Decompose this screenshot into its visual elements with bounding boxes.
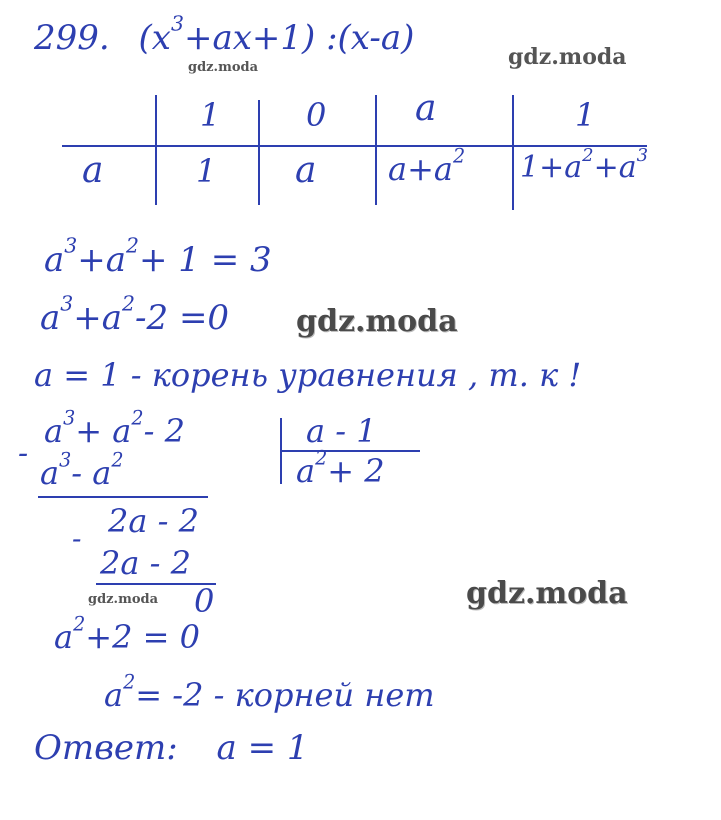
horner-bottom-cell: a xyxy=(295,150,317,191)
horner-bottom-cell: $1+a^2+a^3$ xyxy=(520,144,649,185)
watermark: gdz.moda xyxy=(296,304,458,339)
table-divider-vertical xyxy=(375,95,377,205)
watermark: gdz.moda xyxy=(88,592,159,607)
equation-line: $a^2= -2$ - корней нет xyxy=(104,670,435,714)
horner-bottom-cell: $a+a^2$ xyxy=(388,144,466,188)
table-divider-vertical xyxy=(258,100,260,205)
equation-line: $a^2+2 = 0$ xyxy=(54,612,200,656)
answer-line xyxy=(34,728,309,768)
watermark: gdz.moda xyxy=(188,60,259,75)
problem-expression: $(x^3+ax+1)$ :(x-a) xyxy=(138,11,415,58)
zero-result: 0 xyxy=(194,582,215,620)
horner-top-cell: 1 xyxy=(200,96,221,134)
subtrahend: 2a - 2 xyxy=(100,544,191,582)
minus-sign: - xyxy=(18,436,29,471)
problem-header xyxy=(34,11,415,58)
quotient: $a^2+ 2$ xyxy=(296,446,385,490)
dividend: $a^3+ a^2-$ 2 xyxy=(44,406,185,450)
equation-line: $a^3+a^2+ 1 = 3$ xyxy=(44,233,272,280)
horner-bottom-cell: 1 xyxy=(196,152,217,190)
minus-sign: - xyxy=(72,522,82,555)
table-divider-horizontal xyxy=(62,145,647,147)
remainder: 2a - 2 xyxy=(108,502,199,540)
subtrahend: $a^3-$ $a^2$ xyxy=(40,448,124,492)
problem-number: 299. xyxy=(34,18,110,58)
horner-top-cell: a xyxy=(415,88,437,129)
equation-line: $a^3+a^2-2 =0$ xyxy=(40,291,230,338)
divisor: a - 1 xyxy=(306,412,377,450)
answer-value: a = 1 xyxy=(216,728,309,768)
watermark: gdz.moda xyxy=(508,44,627,70)
table-divider-vertical xyxy=(155,95,157,205)
answer-label: Ответ: xyxy=(34,728,178,768)
horner-top-cell: 0 xyxy=(306,96,327,134)
table-divider-vertical xyxy=(512,95,514,210)
root-note: a = 1 - корень уравнения , т. к ! xyxy=(34,356,582,394)
subtraction-line xyxy=(38,496,208,498)
horner-top-cell: 1 xyxy=(575,96,596,134)
horner-root: a xyxy=(82,150,104,191)
watermark: gdz.moda xyxy=(466,576,628,611)
